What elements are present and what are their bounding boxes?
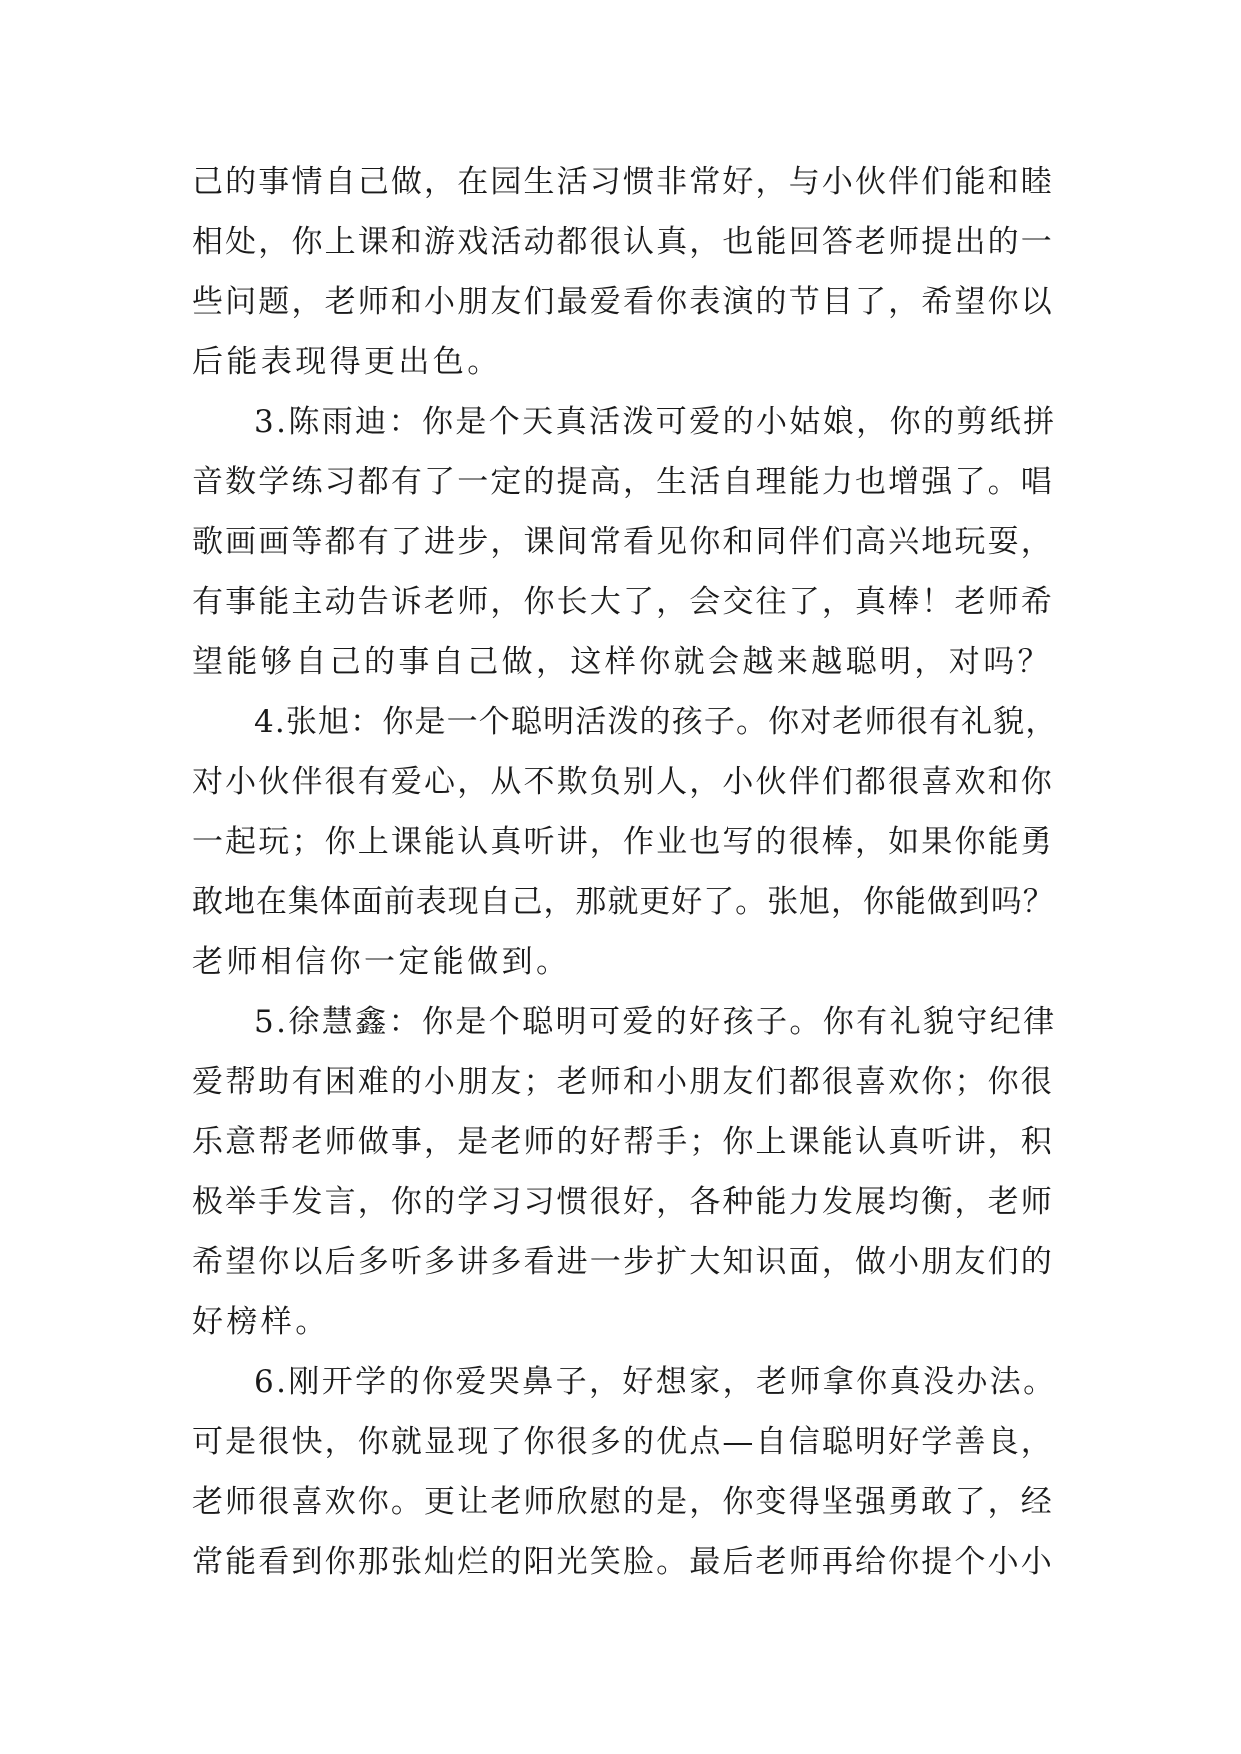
paragraph-start-line: 4.张旭：你是一个聪明活泼的孩子。你对老师很有礼貌， [254, 704, 1058, 740]
paragraph-start-line: 6.刚开学的你爱哭鼻子，好想家，老师拿你真没办法。 [254, 1364, 1057, 1400]
text-line: 些问题，老师和小朋友们最爱看你表演的节目了，希望你以 [192, 284, 1054, 320]
text-line: 己的事情自己做，在园生活习惯非常好，与小伙伴们能和睦 [192, 164, 1054, 200]
paragraph-start-line: 3.陈雨迪：你是个天真活泼可爱的小姑娘，你的剪纸拼 [254, 404, 1057, 440]
text-line: 后能表现得更出色。 [192, 344, 502, 380]
paragraph-start-line: 5.徐慧鑫：你是个聪明可爱的好孩子。你有礼貌守纪律 [254, 1004, 1057, 1040]
text-line: 敢地在集体面前表现自己，那就更好了。张旭，你能做到吗？ [192, 884, 1055, 920]
text-line: 相处，你上课和游戏活动都很认真，也能回答老师提出的一 [192, 224, 1054, 260]
text-line: 好榜样。 [192, 1304, 330, 1340]
text-line: 有事能主动告诉老师，你长大了，会交往了，真棒！老师希 [192, 584, 1054, 620]
text-line: 歌画画等都有了进步，课间常看见你和同伴们高兴地玩耍， [192, 524, 1054, 560]
text-line: 极举手发言，你的学习习惯很好，各种能力发展均衡，老师 [192, 1184, 1054, 1220]
text-line: 老师相信你一定能做到。 [192, 944, 571, 980]
text-line: 一起玩；你上课能认真听讲，作业也写的很棒，如果你能勇 [192, 824, 1054, 860]
document-page [192, 162, 1058, 1642]
text-line: 希望你以后多听多讲多看进一步扩大知识面，做小朋友们的 [192, 1244, 1054, 1280]
text-line: 望能够自己的事自己做，这样你就会越来越聪明，对吗？ [192, 644, 1052, 680]
text-line: 音数学练习都有了一定的提高，生活自理能力也增强了。唱 [192, 464, 1054, 500]
text-line: 对小伙伴很有爱心，从不欺负别人，小伙伴们都很喜欢和你 [192, 764, 1054, 800]
text-line: 可是很快，你就显现了你很多的优点—自信聪明好学善良， [192, 1424, 1054, 1460]
text-line: 爱帮助有困难的小朋友；老师和小朋友们都很喜欢你；你很 [192, 1064, 1054, 1100]
text-line: 常能看到你那张灿烂的阳光笑脸。最后老师再给你提个小小 [192, 1544, 1054, 1580]
text-line: 乐意帮老师做事，是老师的好帮手；你上课能认真听讲，积 [192, 1124, 1054, 1160]
text-line: 老师很喜欢你。更让老师欣慰的是，你变得坚强勇敢了，经 [192, 1484, 1054, 1520]
